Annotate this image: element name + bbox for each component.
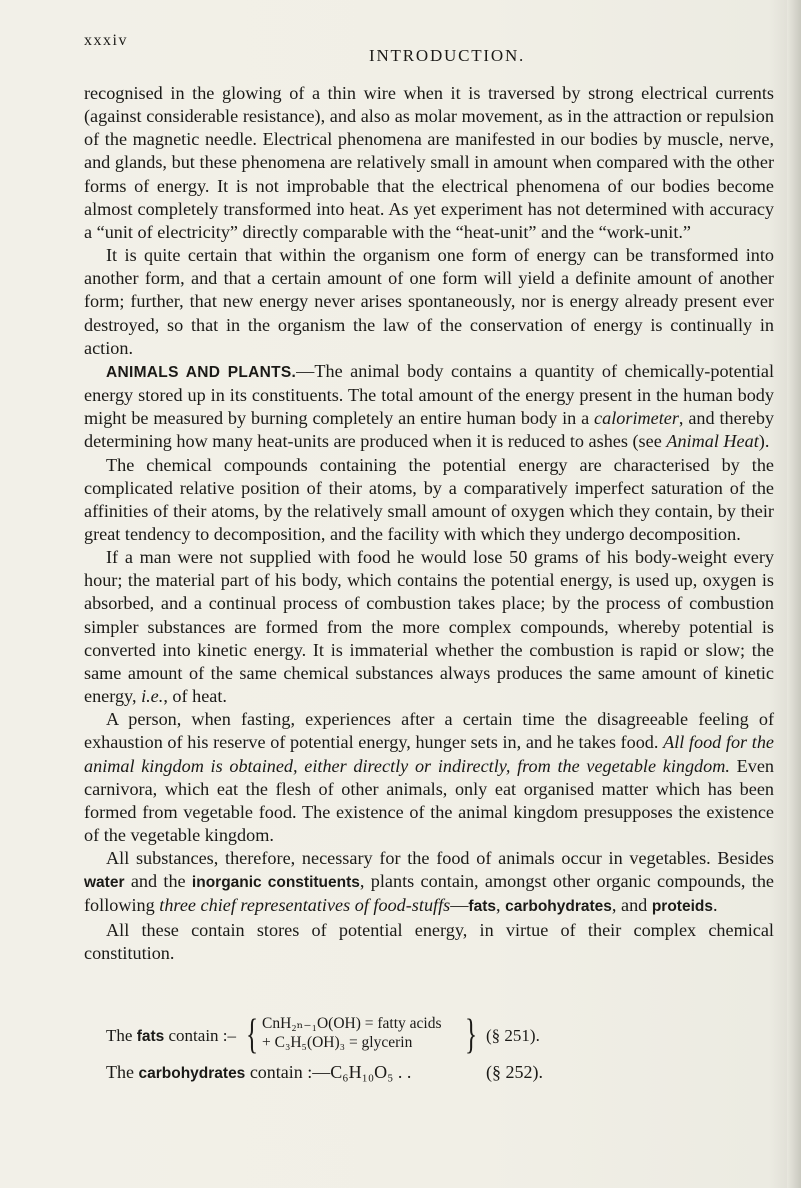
fats-formula [106, 1012, 726, 1062]
paragraph: All these contain stores of potential energy, in virtue of their complex chemical constitution. [84, 919, 774, 963]
body-text [84, 82, 774, 965]
running-head [84, 32, 774, 72]
fats-label: The fats contain :– [106, 1026, 237, 1045]
right-brace: } [465, 1012, 478, 1058]
left-brace: { [246, 1012, 259, 1058]
glycerin-formula: + C₃H₅(OH)₃ = glycerin [262, 1034, 413, 1051]
paragraph: It is quite certain that within the organism one form of energy can be transformed into another form, and that a certain amount of one form will yield a definite amount of another form; further, that new energy never arises spontaneously, nor is energy already present ever destroyed, so that in the organism the law of the conservation of energy is continually in action. [84, 245, 774, 358]
paragraph: A person, when fasting, experiences after a certain time the disagreeable feeling of exhaustion of his reserve of potential energy, hunger sets in, and he takes food. All food for the animal kingdom is obtained, either directly or indirectly, from the vegetable kingdom. Even carnivora, which eat the flesh of other animals, only eat organised matter which has been formed from vegetable food. The existence of the animal kingdom presupposes the existence of the vegetable kingdom. [84, 709, 775, 845]
paragraph: All substances, therefore, necessary for the food of animals occur in vegetables. Besides water and the inorganic constituents, plants contain, amongst other organic compounds, the following three chief representatives of food-stuffs—fats, carbohydrates, and proteids. [84, 848, 774, 916]
carbohydrates-label: carbohydrates [138, 1065, 246, 1082]
carbohydrates-formula: The carbohydrates contain :—C₆H₁₀O₅ . . (§ 252). [106, 1062, 543, 1082]
page-number: xxxiv [84, 32, 128, 49]
chapter-title: INTRODUCTION. [369, 46, 526, 65]
paragraph: ANIMALS AND PLANTS.—The animal body contains a quantity of chemically-potential energy stored up in its constituents. The total amount of the energy present in the human body might be measured by burning completely an entire human body in a calorimeter, and thereby determining how many heat-units are produced when it is reduced to ashes (see Animal Heat). [84, 360, 775, 452]
section-ref: (§ 251). [486, 1026, 540, 1045]
fatty-acids-formula: CnH₂ₙ₋₁O(OH) = fatty acids [262, 1015, 442, 1032]
paragraph: If a man were not supplied with food he would lose 50 grams of his body-weight every hour; the material part of his body, which contains the potential energy, is used up, oxygen is absorbed, and a continual process of combustion takes place; by the process of combustion simpler substances are formed from the more complex compounds, whereby potential is converted into kinetic energy. It is immaterial whether the combustion is rapid or slow; the same amount of the same chemical substances always produces the same amount of kinetic energy, i.e., of heat. [84, 547, 774, 707]
paragraph: The chemical compounds containing the potential energy are characterised by the complicated relative position of their atoms, by a comparatively imperfect saturation of the affinities of their atoms, by the relatively small amount of oxygen which they contain, by their great tendency to decomposition, and the facility with which they undergo decomposition. [84, 454, 774, 544]
paragraph: recognised in the glowing of a thin wire when it is traversed by strong electrical currents (against considerable resistance), and also as molar movement, as in the attraction or repulsion of the magnetic needle. Electrical phenomena are manifested in our bodies by muscle, nerve, and glands, but these phenomena are relatively small in amount when compared with the other forms of energy. It is not improbable that the electrical phenomena of our bodies become almost completely transformed into heat. As yet experiment has not determined with accuracy a “unit of electricity” directly comparable with the “heat-unit” and the “work-unit.” [84, 83, 774, 242]
section-ref: (§ 252). [486, 1062, 543, 1082]
page-edge [787, 0, 801, 1188]
